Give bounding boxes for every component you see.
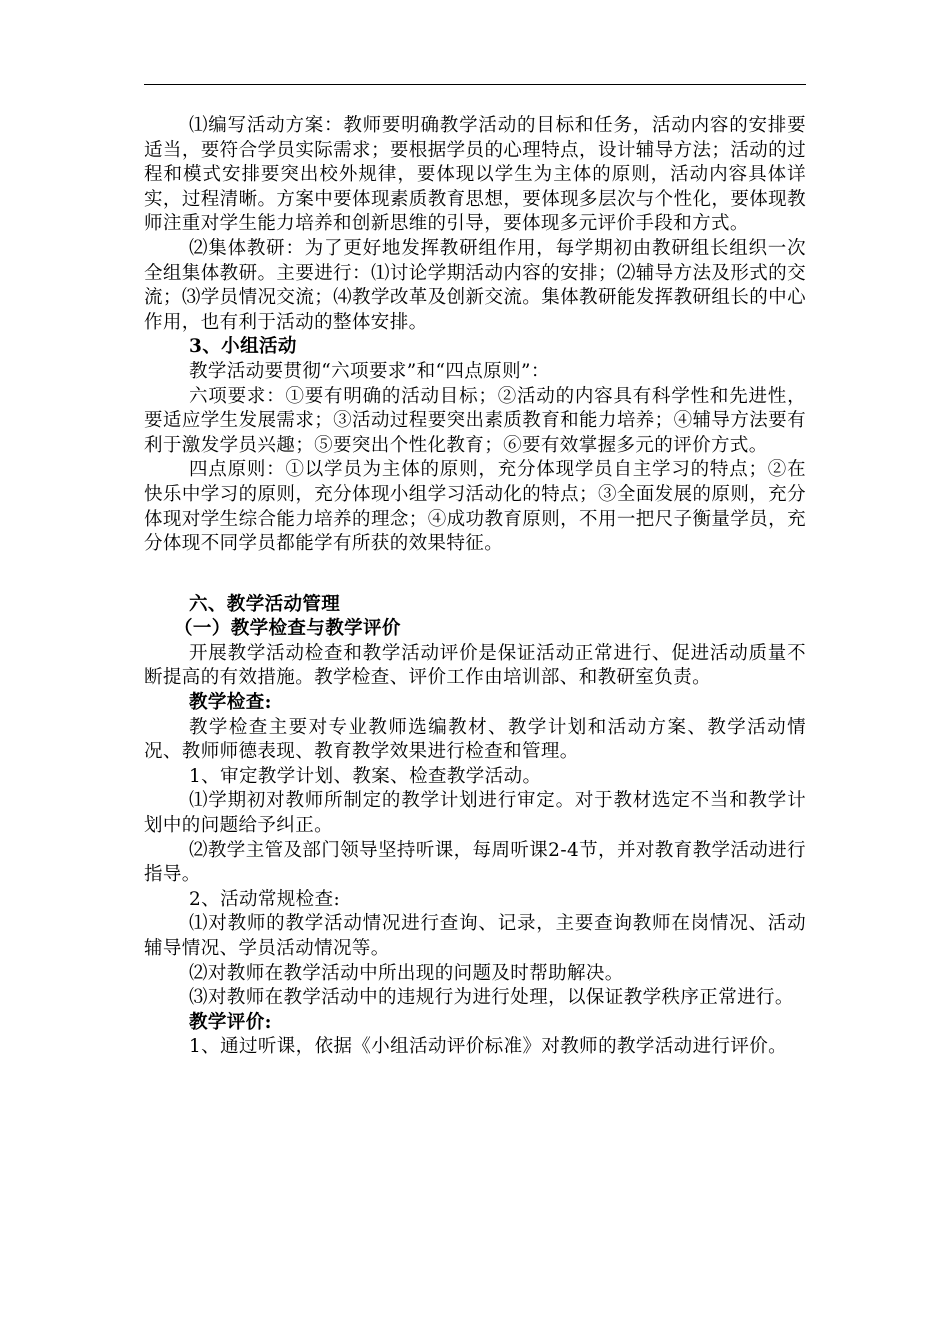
- heading-teaching-check: 教学检查:: [189, 692, 272, 714]
- paragraph-check-item-1-2: ⑵教学主管及部门领导坚持听课，每周听课2-4节，并对教育教学活动进行指导。: [144, 839, 806, 886]
- paragraph-check-item-2: 2、活动常规检查:: [189, 888, 341, 910]
- paragraph-intro: 开展教学活动检查和教学活动评价是保证活动正常进行、促进活动质量不断提高的有效措施。教学检查、评价工作由培训部、和教研室负责。: [144, 642, 806, 689]
- heading-group-activity: 3、小组活动: [189, 336, 297, 358]
- paragraph-eval-item-1: 1、通过听课，依据《小组活动评价标准》对教师的教学活动进行评价。: [189, 1036, 788, 1058]
- paragraph-check-item-2-2: ⑵对教师在教学活动中所出现的问题及时帮助解决。: [189, 962, 624, 984]
- heading-teaching-evaluation: 教学评价:: [189, 1011, 272, 1033]
- paragraph-check-item-2-1: ⑴对教师的教学活动情况进行查询、记录，主要查询教师在岗情况、活动辅导情况、学员活动情况等。: [144, 913, 806, 959]
- header-rule: [144, 84, 806, 85]
- heading-section-6: 六、教学活动管理: [189, 593, 341, 615]
- paragraph-requirements-intro: 教学活动要贯彻“六项要求”和“四点原则”：: [189, 360, 550, 382]
- paragraph-six-requirements: 六项要求：①要有明确的活动目标；②活动的内容具有科学性和先进性，要适应学生发展需求；③活动过程要突出素质教育和能力培养；④辅导方法要有利于激发学员兴趣；⑤要突出个性化教育；⑥要有效掌握多元的评价方式。: [144, 385, 806, 456]
- paragraph-four-principles: 四点原则：①以学员为主体的原则，充分体现学员自主学习的特点；②在快乐中学习的原则，充分体现小组学习活动化的特点；③全面发展的原则，充分体现对学生综合能力培养的理念；④成功教育原则，不用一把尺子衡量学员，充分体现不同学员都能学有所获的效果特征。: [144, 459, 806, 555]
- paragraph-check-item-1-1: ⑴学期初对教师所制定的教学计划进行审定。对于教材选定不当和教学计划中的问题给予纠正。: [144, 790, 806, 837]
- paragraph-check-item-2-3: ⑶对教师在教学活动中的违规行为进行处理，以保证教学秩序正常进行。: [189, 987, 794, 1009]
- paragraph-group-research: ⑵集体教研：为了更好地发挥教研组作用，每学期初由教研组长组织一次全组集体教研。主要进行：⑴讨论学期活动内容的安排；⑵辅导方法及形式的交流；⑶学员情况交流；⑷教学改革及创新交流。集体教研能发挥教研组长的中心作用，也有利于活动的整体安排。: [144, 237, 806, 333]
- heading-subsection-6-1: （一）教学检查与教学评价: [174, 618, 401, 640]
- document-body: [144, 114, 806, 1060]
- paragraph-check-item-1: 1、审定教学计划、教案、检查教学活动。: [189, 765, 542, 787]
- paragraph-check-scope: 教学检查主要对专业教师选编教材、教学计划和活动方案、教学活动情况、教师师德表现、教育教学效果进行检查和管理。: [144, 716, 806, 763]
- paragraph-activity-plan: ⑴编写活动方案：教师要明确教学活动的目标和任务，活动内容的安排要适当，要符合学员实际需求；要根据学员的心理特点，设计辅导方法；活动的过程和模式安排要突出校外规律，要体现以学生为主体的原则，活动内容具体详实，过程清晰。方案中要体现素质教育思想，要体现多层次与个性化，要体现教师注重对学生能力培养和创新思维的引导，要体现多元评价手段和方式。: [144, 115, 806, 235]
- section-gap: [144, 557, 806, 593]
